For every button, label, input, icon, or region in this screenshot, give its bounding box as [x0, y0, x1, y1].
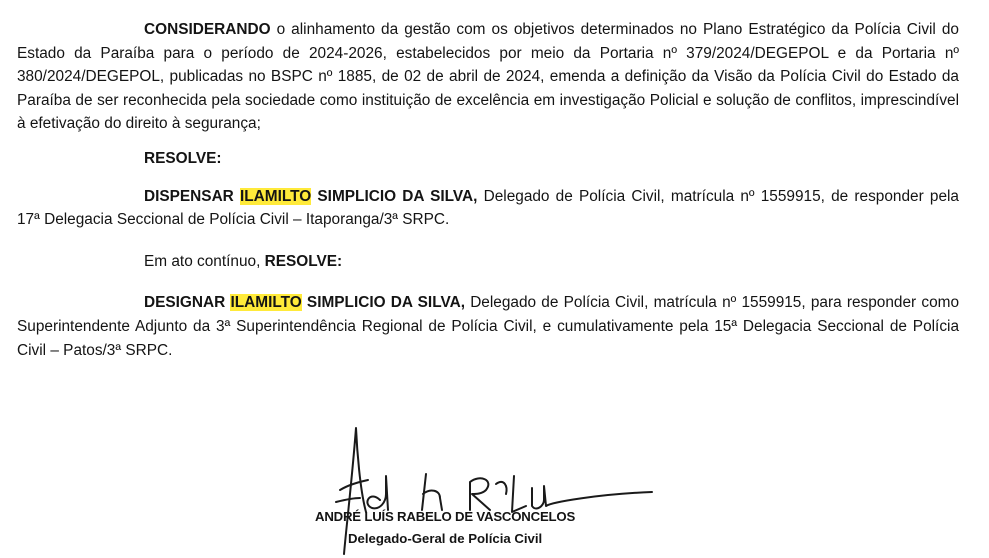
signature-block: [300, 420, 700, 556]
continuo-prefix: Em ato contínuo,: [144, 252, 265, 270]
dispensar-verb: DISPENSAR: [144, 187, 234, 205]
designar-text: Delegado de Polícia Civil, matrícula nº 1559915, para responder como Superintendente Adjunto da 3ª Superintendência Regional de Polícia Civil, e cumulativamente pela 15ª Delegacia Seccional de Polícia Civil – Patos/3ª SRPC.: [17, 294, 960, 359]
considerando-paragraph: [17, 18, 959, 136]
signer-name: ANDRÉ LUÍS RABELO DE VASCONCELOS: [315, 509, 576, 524]
considerando-lead: CONSIDERANDO: [144, 21, 271, 38]
continuo-resolve: RESOLVE:: [264, 252, 343, 270]
continuo-line: [17, 250, 959, 274]
dispensar-name-rest: SIMPLICIO DA SILVA,: [311, 187, 478, 205]
designar-name-rest: SIMPLICIO DA SILVA,: [301, 294, 465, 312]
designar-paragraph: [17, 291, 959, 362]
designar-verb: DESIGNAR: [144, 294, 226, 312]
signer-role: Delegado-Geral de Polícia Civil: [348, 531, 543, 546]
dispensar-paragraph: [17, 185, 959, 232]
considerando-text: o alinhamento da gestão com os objetivos determinados no Plano Estratégico da Polícia Civil do Estado da Paraíba para o período de 2024-2026, estabelecidos por meio da Portaria nº 379/2024/DEGEPOL e da Portaria nº 380/2024/DEGEPOL, publicadas no BSPC nº 1885, de 02 de abril de 2024, emenda a definição da Visão da Polícia Civil do Estado da Paraíba de ser reconhecida pela sociedade como instituição de excelência em investigação Policial e solução de conflitos, imprescindível à efetivação do direito à segurança;: [17, 21, 959, 133]
resolve-heading: RESOLVE:: [144, 149, 222, 167]
designar-name-highlight: ILAMILTO: [230, 294, 302, 312]
document-body: [17, 18, 959, 362]
dispensar-text: Delegado de Polícia Civil, matrícula nº 1559915, de responder pela 17ª Delegacia Seccional de Polícia Civil – Itaporanga/3ª SRPC.: [17, 187, 959, 229]
dispensar-name-highlight: ILAMILTO: [239, 187, 312, 205]
